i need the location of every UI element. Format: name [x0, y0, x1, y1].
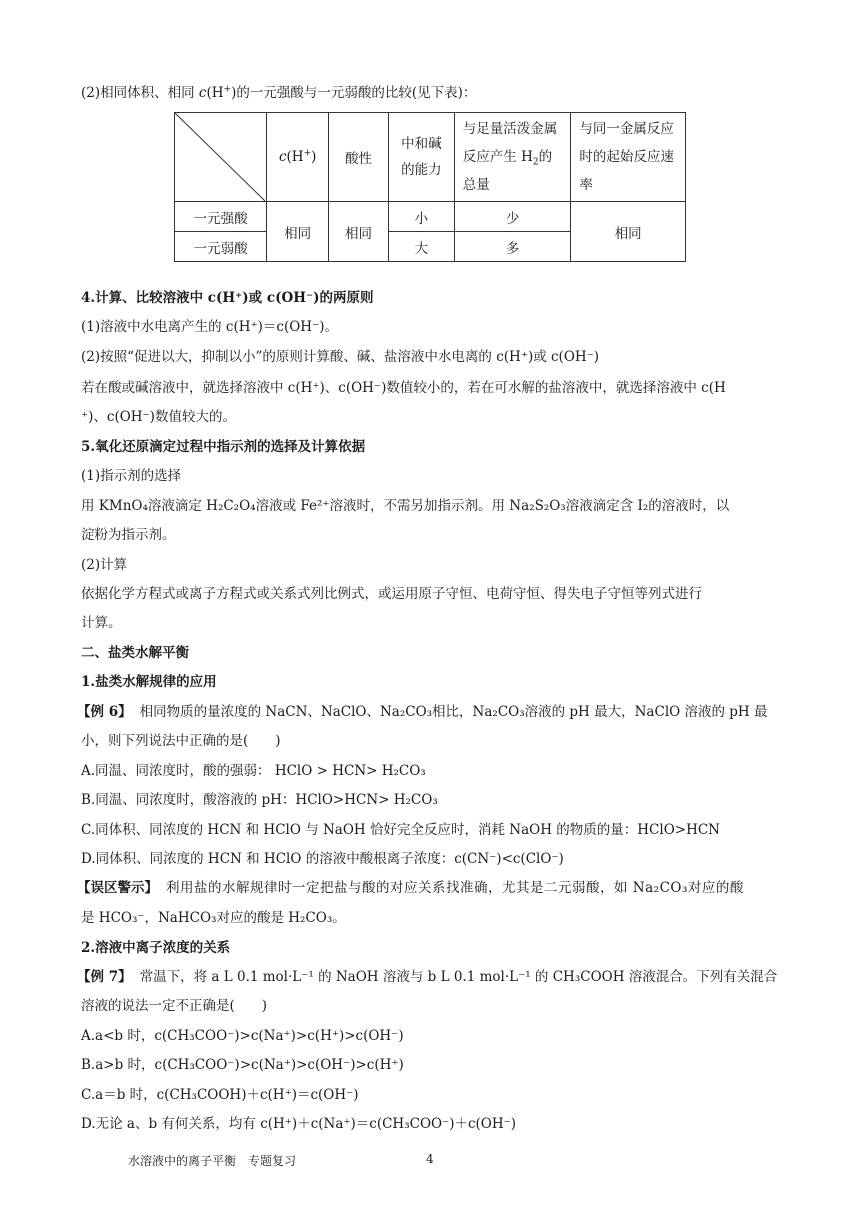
warn-line1: 【误区警示】 利用盐的水解规律时一定把盐与酸的对应关系找准确，尤其是二元弱酸，如 Na₂CO₃对应的酸	[77, 880, 744, 896]
ex7-option-c: C.a＝b 时，c(CH₃COOH)＋c(H⁺)＝c(OH⁻)	[81, 1087, 359, 1103]
s5-p3: (2)计算	[81, 557, 128, 573]
cell-small: 小	[388, 202, 454, 232]
intro-text-b: 的一元强酸与一元弱酸的比较(见下表)：	[236, 85, 477, 101]
warn-tag: 【误区警示】	[77, 880, 158, 896]
s5-p2b: 淀粉为指示剂。	[81, 527, 176, 543]
diagonal-header-cell	[175, 113, 267, 202]
comparison-table	[174, 112, 686, 262]
page-footer: 水溶液中的离子平衡 专题复习	[128, 1154, 297, 1168]
s5-heading: 5.氧化还原滴定过程中指示剂的选择及计算依据	[81, 439, 366, 455]
intro-text-a: (2)相同体积、相同	[81, 85, 199, 101]
ex7-q2: 溶液的说法一定不正确是( )	[81, 998, 268, 1014]
cell-large: 大	[388, 232, 454, 262]
s1-heading: 1.盐类水解规律的应用	[81, 674, 217, 690]
intro-line: (2)相同体积、相同 c(H+)的一元强酸与一元弱酸的比较(见下表)：	[81, 84, 477, 101]
cell-same-acidity: 相同	[329, 202, 389, 262]
header-neutralize: 中和碱的能力	[388, 113, 454, 202]
s5-p1: (1)指示剂的选择	[81, 468, 182, 484]
ex7-tag: 【例 7】	[77, 969, 132, 985]
header-ch: c(H+)	[267, 113, 329, 202]
page-number: 4	[426, 1152, 434, 1166]
ex7-option-b: B.a>b 时，c(CH₃COO⁻)>c(Na⁺)>c(OH⁻)>c(H⁺)	[81, 1057, 404, 1073]
diagonal-line	[175, 113, 265, 201]
ex7-option-a: A.a<b 时，c(CH₃COO⁻)>c(Na⁺)>c(H⁺)>c(OH⁻)	[81, 1028, 404, 1044]
header-acidity: 酸性	[329, 113, 389, 202]
row-weak-acid: 一元弱酸	[175, 232, 267, 262]
cell-same-rate: 相同	[571, 202, 686, 262]
ex7-option-d: D.无论 a、b 有何关系，均有 c(H⁺)＋c(Na⁺)＝c(CH₃COO⁻)＋c(OH⁻)	[81, 1116, 517, 1132]
ex6-tag: 【例 6】	[77, 704, 132, 720]
cell-same-ch: 相同	[267, 202, 329, 262]
ex6-option-c: C.同体积、同浓度的 HCN 和 HClO 与 NaOH 恰好完全反应时，消耗 NaOH 的物质的量：HClO>HCN	[81, 822, 720, 838]
ex6-option-d: D.同体积、同浓度的 HCN 和 HClO 的溶液中酸根离子浓度：c(CN⁻)<c(ClO⁻)	[81, 851, 564, 867]
ex6-option-b: B.同温、同浓度时，酸溶液的 pH：HClO>HCN> H₂CO₃	[81, 792, 438, 808]
s5-p4a: 依据化学方程式或离子方程式或关系式列比例式，或运用原子守恒、电荷守恒、得失电子守恒等列式进行	[81, 586, 702, 602]
ex6-q2: 小，则下列说法中正确的是( )	[81, 733, 281, 749]
s4-p3b: ⁺)、c(OH⁻)数值较大的。	[81, 409, 236, 425]
s4-heading: 4.计算、比较溶液中 c(H⁺)或 c(OH⁻)的两原则	[81, 290, 374, 306]
sec2-heading: 二、盐类水解平衡	[81, 645, 189, 661]
s5-p4b: 计算。	[81, 615, 122, 631]
ex7-q1: 【例 7】 常温下，将 a L 0.1 mol·L⁻¹ 的 NaOH 溶液与 b L 0.1 mol·L⁻¹ 的 CH₃COOH 溶液混合。下列有关混合	[77, 969, 778, 985]
warn-line2: 是 HCO₃⁻，NaHCO₃对应的酸是 H₂CO₃。	[81, 910, 346, 926]
row-strong-acid: 一元强酸	[175, 202, 267, 232]
s2-heading: 2.溶液中离子浓度的关系	[81, 940, 231, 956]
ex6-q1: 【例 6】 相同物质的量浓度的 NaCN、NaClO、Na₂CO₃相比，Na₂CO₃溶液的 pH 最大，NaClO 溶液的 pH 最	[77, 704, 768, 720]
cell-many: 多	[454, 232, 571, 262]
s4-p1: (1)溶液中水电离产生的 c(H⁺)＝c(OH⁻)。	[81, 319, 338, 335]
s4-p2: (2)按照“促进以大，抑制以小”的原则计算酸、碱、盐溶液中水电离的 c(H⁺)或 c(OH⁻)	[81, 349, 600, 365]
header-h2-total: 与足量活泼金属反应产生 $H_2$的总量	[454, 113, 571, 202]
s4-p3a: 若在酸或碱溶液中，就选择溶液中 c(H⁺)、c(OH⁻)数值较小的，若在可水解的盐溶液中，就选择溶液中 c(H	[81, 380, 726, 396]
ex6-option-a: A.同温、同浓度时，酸的强弱： HClO > HCN> H₂CO₃	[81, 763, 426, 779]
cell-few: 少	[454, 202, 571, 232]
s5-p2a: 用 KMnO₄溶液滴定 H₂C₂O₄溶液或 Fe²⁺溶液时，不需另加指示剂。用 Na₂S₂O₃溶液滴定含 I₂的溶液时，以	[81, 498, 730, 514]
header-rate: 与同一金属反应时的起始反应速率	[571, 113, 686, 202]
